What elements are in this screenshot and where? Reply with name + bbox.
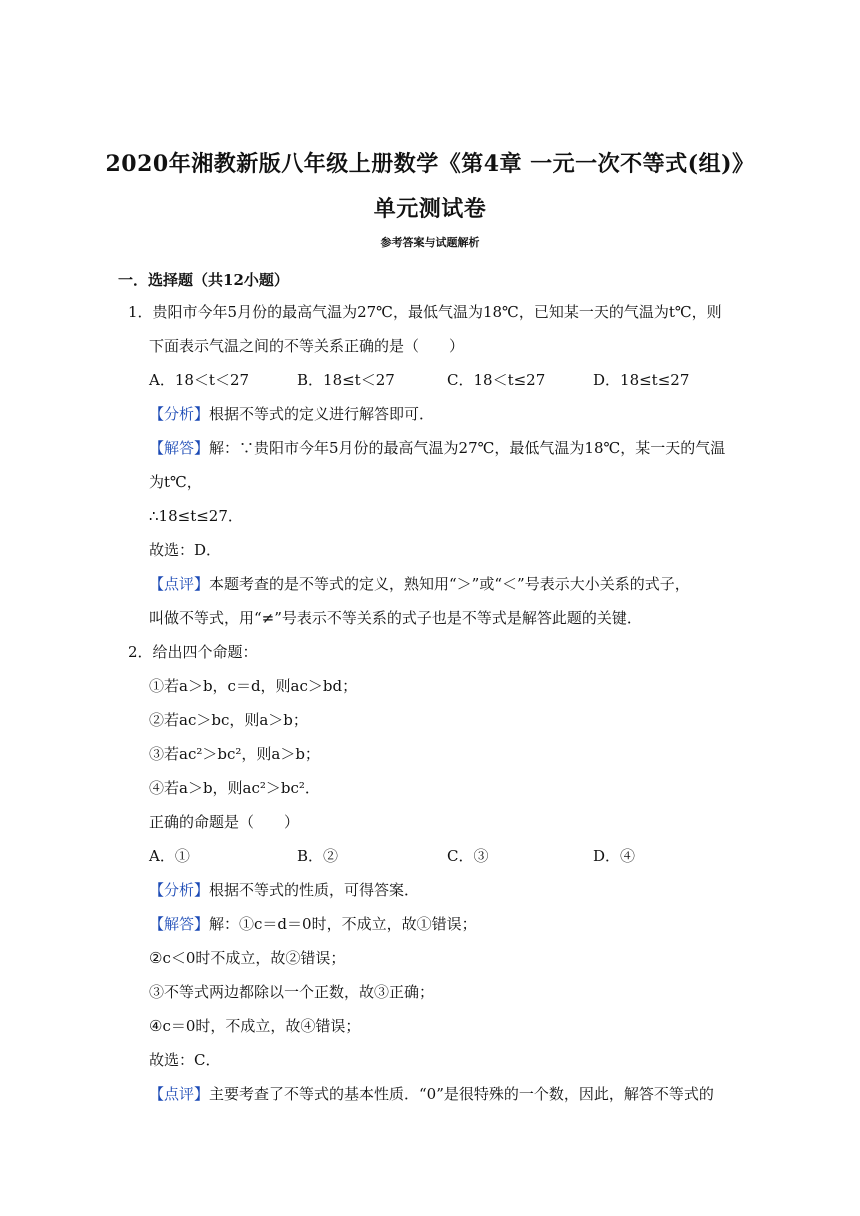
q2-answer [149, 914, 477, 934]
q1-answer-line3: ∴18≤t≤27． [149, 507, 243, 525]
comment-tag: 【点评】 [149, 575, 210, 593]
q2-answer-line1: 解：①c＝d＝0时，不成立，故①错误； [209, 915, 477, 933]
q2-option-c: C．③ [447, 847, 489, 865]
q1-option-c: C．18＜t≤27 [447, 371, 546, 389]
q1-option-b: B．18≤t＜27 [297, 371, 395, 389]
document-title-line1: 2020年湘教新版八年级上册数学《第4章 一元一次不等式(组)》 [105, 151, 755, 177]
q1-comment [149, 574, 690, 594]
q1-analysis [149, 404, 434, 424]
analysis-tag: 【分析】 [149, 405, 210, 423]
q1-option-a: A．18＜t＜27 [149, 371, 250, 389]
q2-prop-2: ②若ac＞bc，则a＞b； [149, 711, 308, 729]
q2-answer-line3: ③不等式两边都除以一个正数，故③正确； [149, 983, 435, 1001]
q1-stem-line2: 下面表示气温之间的不等关系正确的是（ ） [149, 337, 465, 355]
q2-prop-4: ④若a＞b，则ac²＞bc²． [149, 779, 320, 797]
comment-tag: 【点评】 [149, 1085, 210, 1103]
q2-answer-line4: ④c＝0时，不成立，故④错误； [149, 1017, 361, 1035]
q1-analysis-text: 根据不等式的定义进行解答即可． [209, 405, 435, 423]
q2-stem: 2．给出四个命题： [128, 643, 258, 661]
q1-answer [149, 438, 725, 458]
q2-question: 正确的命题是（ ） [149, 813, 300, 831]
section-heading: 一．选择题（共12小题） [118, 271, 289, 289]
q1-stem-line1: 1．贵阳市今年5月份的最高气温为27℃，最低气温为18℃，已知某一天的气温为t℃，则 [128, 303, 722, 321]
q2-answer-line2: ②c＜0时不成立，故②错误； [149, 949, 346, 967]
answer-tag: 【解答】 [149, 915, 210, 933]
q1-option-d: D．18≤t≤27 [593, 371, 690, 389]
q1-comment-line2: 叫做不等式，用“≠”号表示不等关系的式子也是不等式是解答此题的关键． [149, 609, 642, 627]
q1-comment-line1: 本题考查的是不等式的定义，熟知用“＞”或“＜”号表示大小关系的式子， [209, 575, 690, 593]
q2-analysis [149, 880, 419, 900]
q2-analysis-text: 根据不等式的性质，可得答案． [209, 881, 420, 899]
q2-comment-line1: 主要考查了不等式的基本性质．“0”是很特殊的一个数，因此，解答不等式的 [209, 1085, 714, 1103]
q2-prop-1: ①若a＞b，c＝d，则ac＞bd； [149, 677, 358, 695]
q2-prop-3: ③若ac²＞bc²，则a＞b； [149, 745, 320, 763]
analysis-tag: 【分析】 [149, 881, 210, 899]
q2-option-b: B．② [297, 847, 339, 865]
document-title-line2: 单元测试卷 [373, 196, 487, 222]
q1-answer-line1: 解：∵贵阳市今年5月份的最高气温为27℃，最低气温为18℃，某一天的气温 [209, 439, 726, 457]
document-subtitle: 参考答案与试题解析 [380, 236, 480, 249]
q2-option-a: A．① [149, 847, 190, 865]
q2-option-d: D．④ [593, 847, 636, 865]
q1-answer-line2: 为t℃， [149, 473, 202, 491]
answer-tag: 【解答】 [149, 439, 210, 457]
q1-answer-line4: 故选：D． [149, 541, 222, 559]
q2-comment [149, 1084, 714, 1104]
q2-answer-line5: 故选：C． [149, 1051, 221, 1069]
